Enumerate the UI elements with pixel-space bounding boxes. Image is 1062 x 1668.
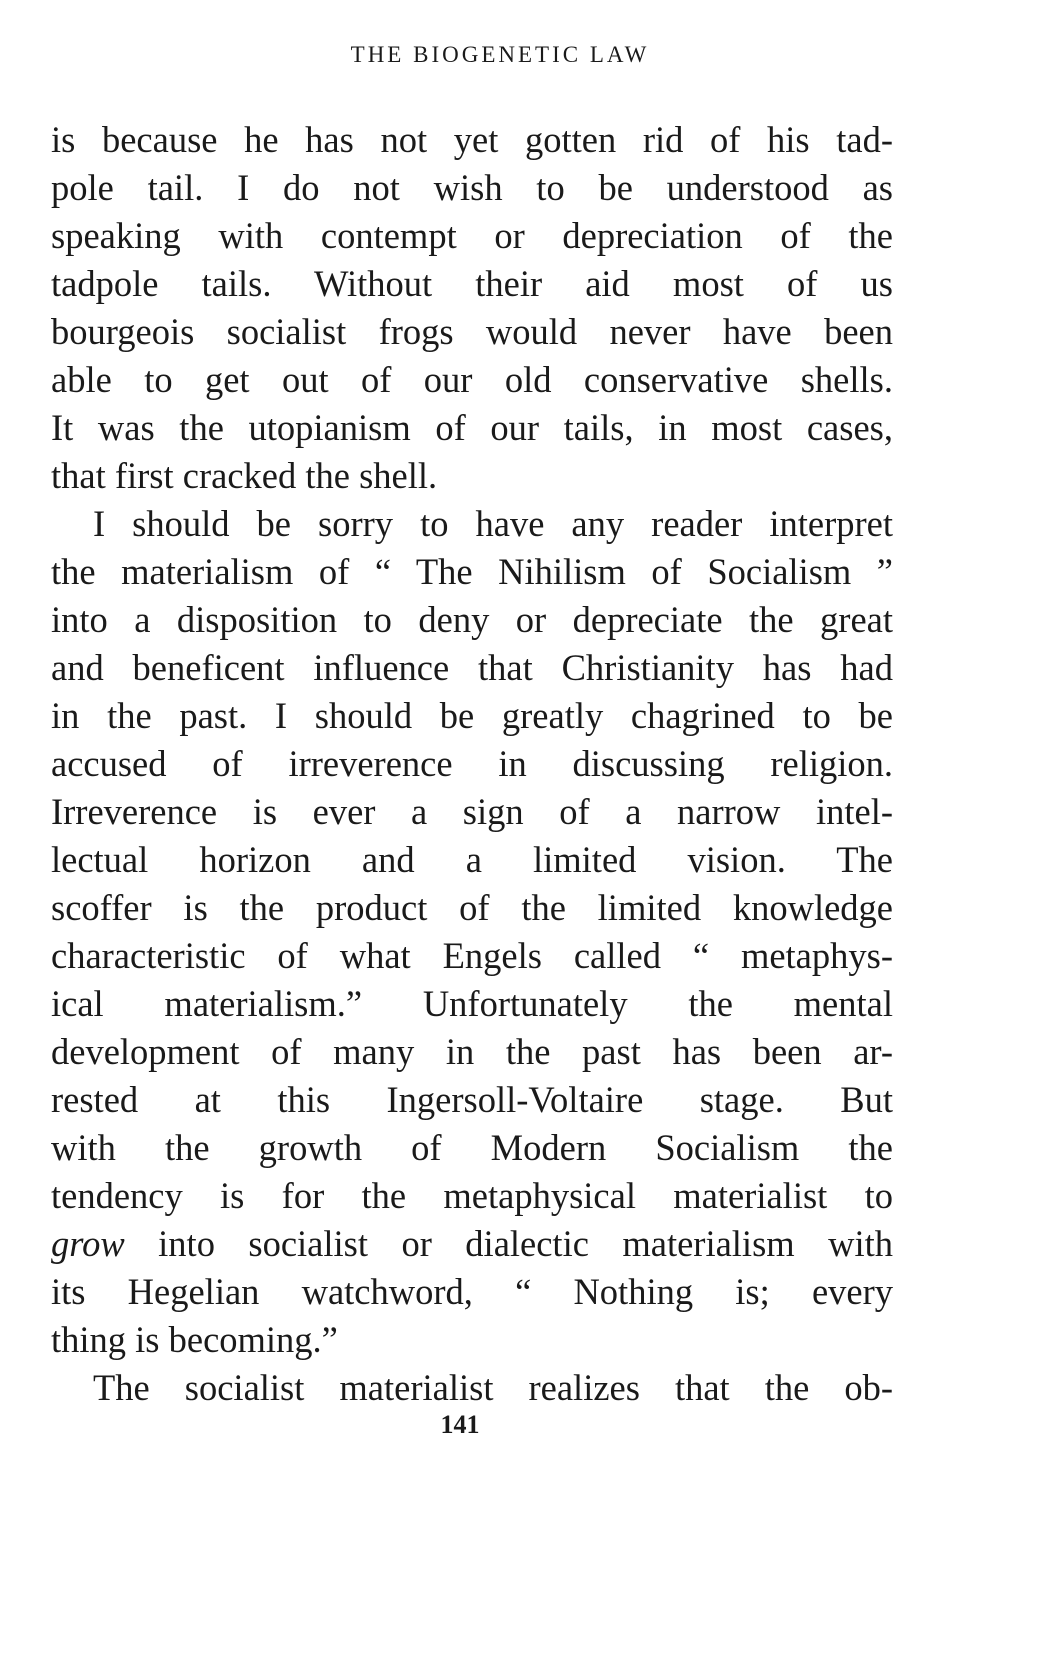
paragraph-first-line: The socialist materialist realizes that the ob-	[93, 1367, 893, 1408]
running-head: THE BIOGENETIC LAW	[350, 42, 650, 67]
text-line: and beneficent influence that Christianity has had	[51, 647, 893, 688]
text-line: scoffer is the product of the limited knowledge	[51, 887, 893, 928]
paragraph-first-line: I should be sorry to have any reader interpret	[93, 503, 893, 544]
text-line: development of many in the past has been ar-	[51, 1031, 893, 1072]
line-remainder: into socialist or dialectic materialism with	[158, 1223, 894, 1264]
text-line-with-italic	[51, 1220, 893, 1268]
text-line: rested at this Ingersoll-Voltaire stage. But	[51, 1079, 893, 1120]
text-line: is because he has not yet gotten rid of his tad-	[51, 119, 893, 160]
text-line: accused of irreverence in discussing religion.	[51, 743, 893, 784]
text-line: It was the utopianism of our tails, in most cases,	[51, 407, 893, 448]
text-line: tendency is for the metaphysical materialist to	[51, 1175, 893, 1216]
text-line: into a disposition to deny or depreciate the great	[51, 599, 893, 640]
body-text	[51, 116, 893, 1412]
text-line: its Hegelian watchword, “ Nothing is; every	[51, 1271, 893, 1312]
text-line: lectual horizon and a limited vision. The	[51, 839, 893, 880]
text-line: characteristic of what Engels called “ metaphys-	[51, 935, 893, 976]
text-line: bourgeois socialist frogs would never have been	[51, 311, 893, 352]
text-line: in the past. I should be greatly chagrined to be	[51, 695, 893, 736]
italic-word: grow	[51, 1223, 125, 1264]
text-line: Irreverence is ever a sign of a narrow intel-	[51, 791, 893, 832]
text-line: tadpole tails. Without their aid most of us	[51, 263, 893, 304]
text-line: ical materialism.” Unfortunately the mental	[51, 983, 893, 1024]
text-line: speaking with contempt or depreciation of the	[51, 215, 893, 256]
text-line: with the growth of Modern Socialism the	[51, 1127, 893, 1168]
paragraph-end-line: thing is becoming.”	[51, 1319, 338, 1360]
text-line: able to get out of our old conservative shells.	[51, 359, 893, 400]
text-line: pole tail. I do not wish to be understood as	[51, 167, 893, 208]
page-number: 141	[440, 1410, 480, 1439]
paragraph-end-line: that first cracked the shell.	[51, 455, 438, 496]
text-line: the materialism of “ The Nihilism of Socialism ”	[51, 551, 893, 592]
